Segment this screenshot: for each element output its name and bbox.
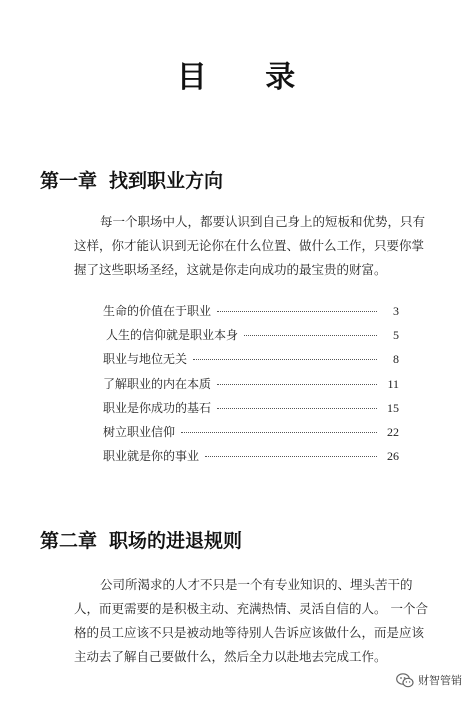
chapter-2-number: 第二章 xyxy=(40,530,98,552)
chapter-1-intro-text: 每一个职场中人，都要认识到自己身上的短板和优势，只有这样，你才能认识到无论你在什么位置、做什么工作，只要你掌握了这些职场圣经，这就是你走向成功的最宝贵的财富。 xyxy=(74,214,426,277)
toc-leader-dots xyxy=(181,432,377,433)
toc-entry-title: 职业就是你的事业 xyxy=(103,449,200,464)
chapter-1-title: 找到职业方向 xyxy=(109,170,224,192)
toc-leader-dots xyxy=(217,384,377,385)
chapter-2-intro-text: 公司所渴求的人才不只是一个有专业知识的、埋头苦干的人，而更需要的是积极主动、充满热情、灵活自信的人。 一个合格的员工应该不只是被动地等待别人告诉应该做什么，而是应该主动去了解自己要做什么，然后全力以赴地去完成工作。 xyxy=(74,577,428,664)
toc-entry[interactable] xyxy=(103,447,399,471)
chapter-1-toc-list xyxy=(103,302,399,471)
toc-entry[interactable] xyxy=(103,375,399,399)
toc-title: 目 录 xyxy=(176,60,320,95)
toc-entry-page: 11 xyxy=(387,376,399,391)
toc-entry[interactable] xyxy=(103,423,399,447)
chapter-1-intro xyxy=(74,210,434,282)
chapter-1-heading xyxy=(40,166,223,193)
toc-entry-page: 26 xyxy=(387,449,399,464)
toc-entry-title: 职业与地位无关 xyxy=(103,352,188,367)
chapter-2-intro xyxy=(74,573,434,669)
watermark xyxy=(396,672,462,688)
toc-entry-title: 了解职业的内在本质 xyxy=(103,376,212,391)
wechat-icon xyxy=(396,673,414,688)
toc-leader-dots xyxy=(205,456,377,457)
toc-entry-page: 5 xyxy=(393,328,399,343)
chapter-2-heading xyxy=(40,526,242,553)
toc-entry[interactable] xyxy=(103,350,399,374)
toc-leader-dots xyxy=(217,408,377,409)
watermark-text: 财智管销 xyxy=(418,674,462,687)
toc-leader-dots xyxy=(244,335,377,336)
toc-leader-dots xyxy=(217,311,377,312)
toc-entry[interactable] xyxy=(103,399,399,423)
toc-entry-page: 22 xyxy=(387,424,399,439)
toc-entry-title: 职业是你成功的基石 xyxy=(103,400,212,415)
toc-entry-title: 人生的信仰就是职业本身 xyxy=(106,328,239,343)
toc-entry[interactable] xyxy=(103,302,399,326)
toc-entry-page: 15 xyxy=(387,400,399,415)
toc-leader-dots xyxy=(193,359,377,360)
chapter-2-title: 职场的进退规则 xyxy=(109,530,243,552)
toc-entry[interactable] xyxy=(103,326,399,350)
toc-entry-page: 8 xyxy=(393,352,399,367)
toc-entry-title: 树立职业信仰 xyxy=(103,424,176,439)
toc-entry-title: 生命的价值在于职业 xyxy=(103,304,212,318)
chapter-1-number: 第一章 xyxy=(40,170,98,192)
toc-entry-page: 3 xyxy=(393,304,399,318)
